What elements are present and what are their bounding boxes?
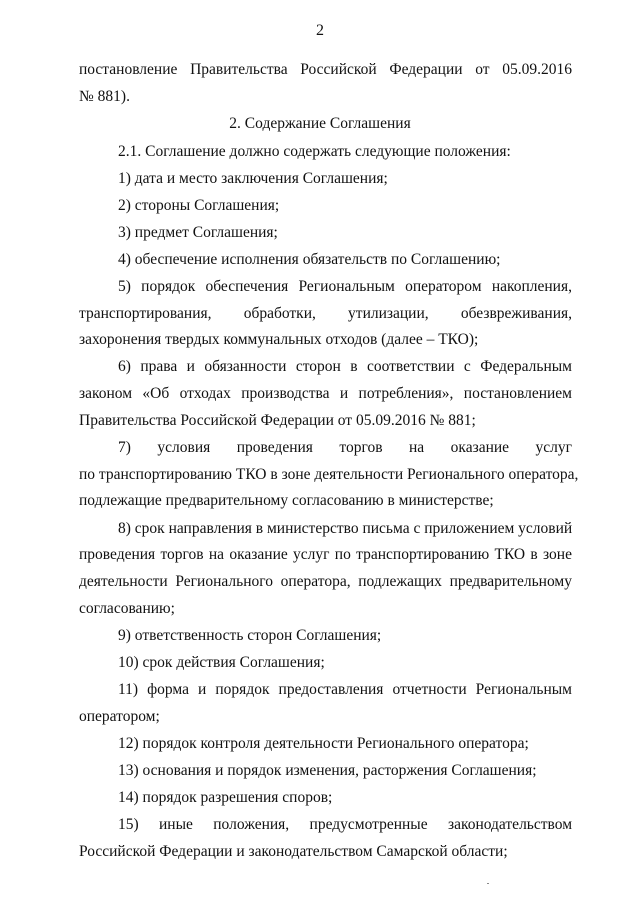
scan-speck	[487, 883, 489, 884]
list-item-8-line-3: деятельности Регионального оператора, подлежащих предварительному	[79, 573, 572, 590]
list-item-7-line-3: подлежащие предварительному согласованию в министерстве;	[79, 492, 494, 509]
list-item-13: 13) основания и порядок изменения, расторжения Соглашения;	[118, 762, 537, 779]
list-item-6-line-3: Правительства Российской Федерации от 05.09.2016 № 881;	[79, 412, 476, 429]
list-item-6-line-1: 6) права и обязанности сторон в соответствии с Федеральным	[118, 358, 572, 375]
list-item-5-line-1: 5) порядок обеспечения Региональным оператором накопления,	[118, 278, 572, 295]
list-item-15-line-2: Российской Федерации и законодательством Самарской области;	[79, 843, 508, 860]
list-item-9: 9) ответственность сторон Соглашения;	[118, 627, 382, 644]
list-item-6-line-2: законом «Об отходах производства и потребления», постановлением	[79, 385, 572, 402]
intro-line-1: постановление Правительства Российской Федерации от 05.09.2016	[79, 61, 572, 78]
list-item-14: 14) порядок разрешения споров;	[118, 789, 333, 806]
list-item-12: 12) порядок контроля деятельности Регионального оператора;	[118, 735, 529, 752]
list-item-7-line-2: по транспортированию ТКО в зоне деятельности Регионального оператора,	[79, 466, 579, 483]
list-item-10: 10) срок действия Соглашения;	[118, 654, 325, 671]
list-item-1: 1) дата и место заключения Соглашения;	[118, 170, 388, 187]
list-item-3: 3) предмет Соглашения;	[118, 224, 278, 241]
list-item-8-line-1: 8) срок направления в министерство письма с приложением условий	[118, 520, 573, 537]
list-item-5-line-2: транспортирования, обработки, утилизации, обезвреживания,	[79, 305, 572, 322]
list-item-5-line-3: захоронения твердых коммунальных отходов (далее – ТКО);	[79, 331, 479, 348]
list-item-11-line-1: 11) форма и порядок предоставления отчетности Региональным	[118, 681, 572, 698]
list-item-15-line-1: 15) иные положения, предусмотренные законодательством	[118, 816, 572, 833]
list-item-7-line-1: 7) условия проведения торгов на оказание услуг	[118, 439, 572, 456]
intro-line-2: № 881).	[79, 88, 130, 105]
paragraph-2-1: 2.1. Соглашение должно содержать следующие положения:	[118, 143, 511, 160]
list-item-2: 2) стороны Соглашения;	[118, 197, 280, 214]
page-number: 2	[316, 22, 324, 39]
list-item-8-line-4: согласованию;	[79, 600, 175, 617]
list-item-4: 4) обеспечение исполнения обязательств по Соглашению;	[118, 251, 501, 268]
section-title: 2. Содержание Соглашения	[229, 115, 411, 132]
list-item-8-line-2: проведения торгов на оказание услуг по транспортированию ТКО в зоне	[79, 546, 572, 563]
list-item-11-line-2: оператором;	[79, 708, 160, 725]
